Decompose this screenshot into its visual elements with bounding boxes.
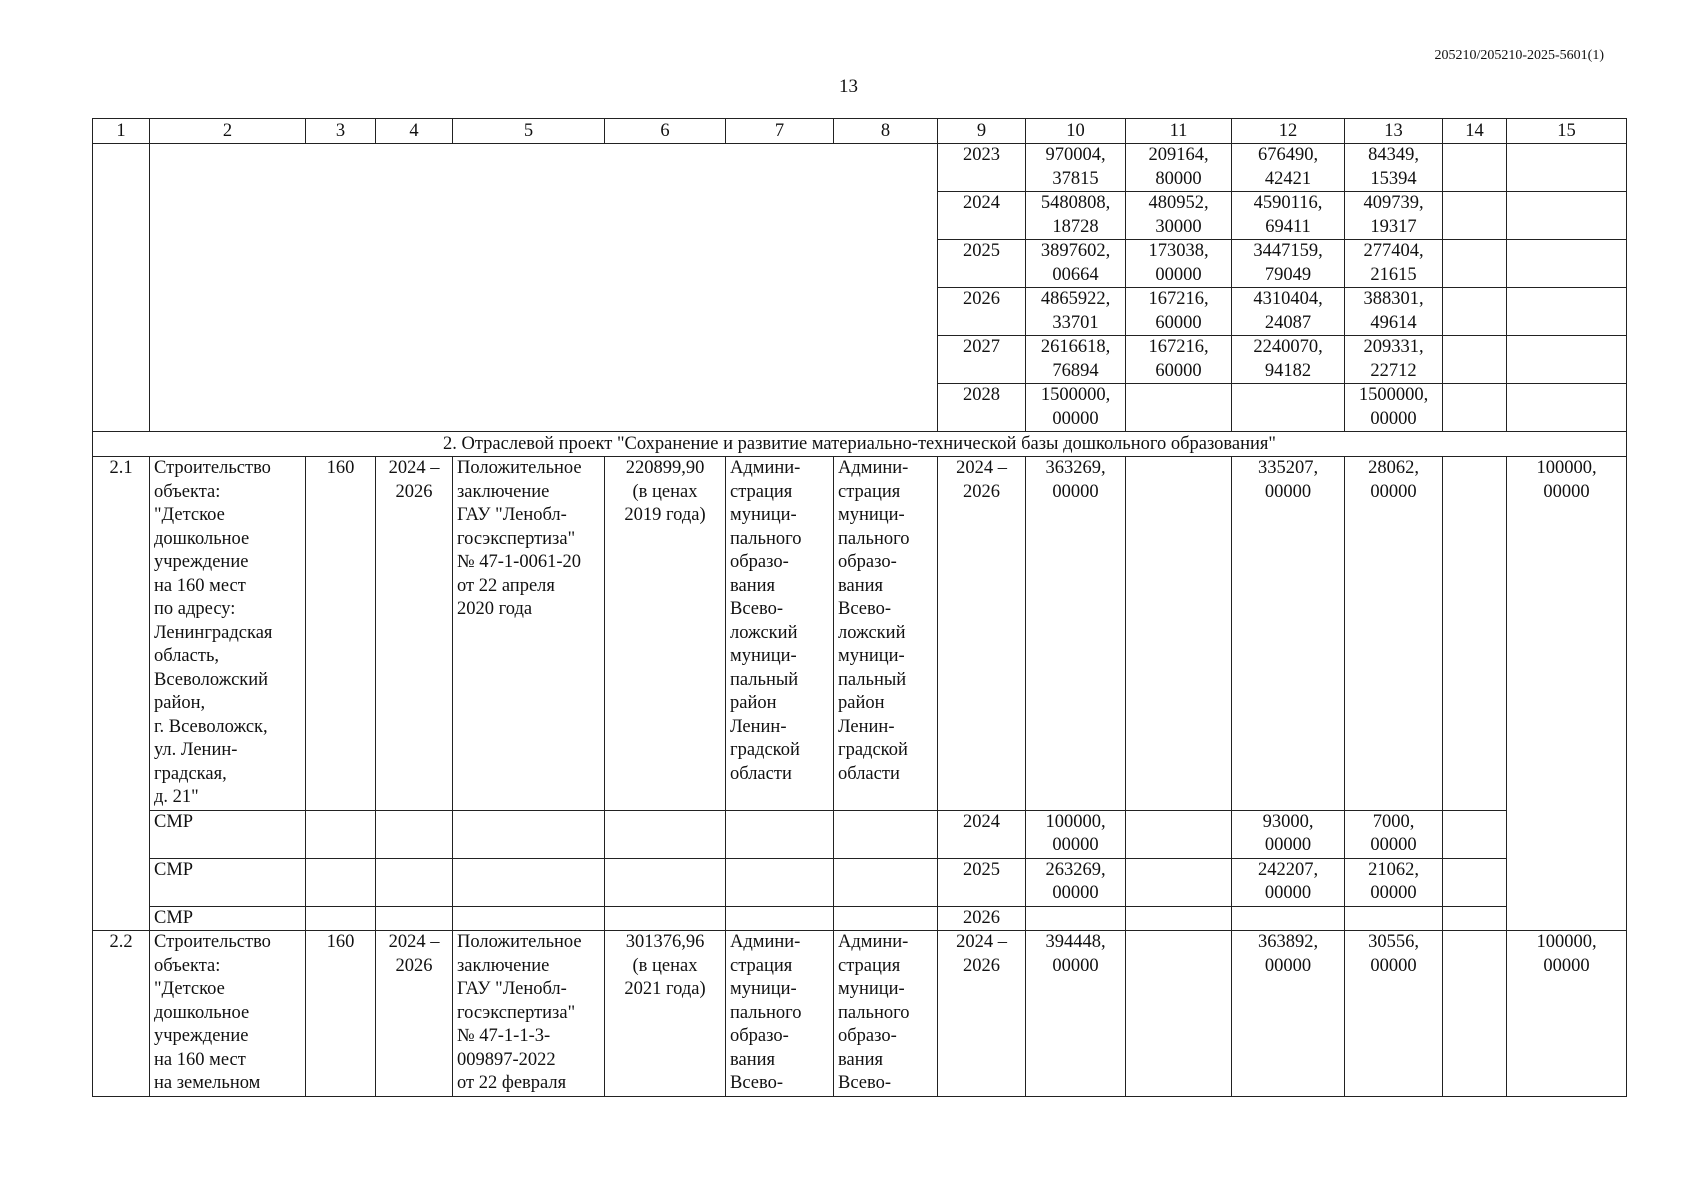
empty-cell	[150, 144, 938, 432]
empty-cell	[93, 144, 150, 432]
section-row	[93, 432, 1627, 457]
header-col-6: 6	[605, 119, 726, 144]
empty-cell	[1443, 288, 1507, 336]
value-cell: 30556, 00000	[1345, 931, 1443, 1097]
year-cell: 2024	[938, 192, 1026, 240]
investment-table	[92, 118, 1627, 1097]
smr-label: СМР	[150, 858, 306, 906]
empty-cell	[1443, 144, 1507, 192]
empty-cell	[726, 858, 834, 906]
empty-cell	[306, 906, 376, 931]
year-cell: 2028	[938, 384, 1026, 432]
empty-cell	[726, 810, 834, 858]
empty-cell	[376, 906, 453, 931]
value-cell: 93000, 00000	[1232, 810, 1345, 858]
value-cell: 3897602, 00664	[1026, 240, 1126, 288]
cost-cell: 301376,96 (в ценах 2021 года)	[605, 931, 726, 1097]
year-cell: 2027	[938, 336, 1026, 384]
years-cell: 2024 – 2026	[938, 457, 1026, 811]
header-col-9: 9	[938, 119, 1026, 144]
value-cell: 263269, 00000	[1026, 858, 1126, 906]
value-cell: 173038, 00000	[1126, 240, 1232, 288]
value-cell: 242207, 00000	[1232, 858, 1345, 906]
value-cell: 167216, 60000	[1126, 288, 1232, 336]
page-number: 13	[839, 76, 858, 97]
header-col-13: 13	[1345, 119, 1443, 144]
value-cell: 2616618, 76894	[1026, 336, 1126, 384]
empty-cell	[605, 906, 726, 931]
row-number: 2.2	[93, 931, 150, 1097]
value-cell: 167216, 60000	[1126, 336, 1232, 384]
capacity-cell: 160	[306, 457, 376, 811]
empty-cell	[1507, 192, 1627, 240]
customer-cell: Админи- страция муници- пального образо- вания Всево-	[726, 931, 834, 1097]
header-col-10: 10	[1026, 119, 1126, 144]
empty-cell	[605, 858, 726, 906]
year-cell: 2025	[938, 240, 1026, 288]
empty-cell	[1443, 931, 1507, 1097]
value-cell: 1500000, 00000	[1026, 384, 1126, 432]
value-cell: 3447159, 79049	[1232, 240, 1345, 288]
value-cell: 363269, 00000	[1026, 457, 1126, 811]
value-cell	[1345, 906, 1443, 931]
header-col-12: 12	[1232, 119, 1345, 144]
header-col-3: 3	[306, 119, 376, 144]
empty-cell	[1443, 810, 1507, 858]
value-cell: 4865922, 33701	[1026, 288, 1126, 336]
empty-cell	[376, 858, 453, 906]
year-cell: 2024	[938, 810, 1026, 858]
empty-cell	[453, 858, 605, 906]
value-cell: 28062, 00000	[1345, 457, 1443, 811]
empty-cell	[1126, 858, 1232, 906]
value-cell: 4590116, 69411	[1232, 192, 1345, 240]
value-cell: 388301, 49614	[1345, 288, 1443, 336]
expertise-cell: Положительное заключение ГАУ "Ленобл- госэкспертиза" № 47-1-1-3- 009897-2022 от 22 февраля	[453, 931, 605, 1097]
customer-cell: Админи- страция муници- пального образо- вания Всево- ложский муници- пальный район Ленин- градской области	[726, 457, 834, 811]
value-cell: 394448, 00000	[1026, 931, 1126, 1097]
header-col-8: 8	[834, 119, 938, 144]
value-cell: 100000, 00000	[1507, 931, 1627, 1097]
value-cell: 4310404, 24087	[1232, 288, 1345, 336]
row-number: 2.1	[93, 457, 150, 931]
header-col-11: 11	[1126, 119, 1232, 144]
developer-cell: Админи- страция муници- пального образо- вания Всево- ложский муници- пальный район Ленин- градской области	[834, 457, 938, 811]
header-col-7: 7	[726, 119, 834, 144]
period-cell: 2024 – 2026	[376, 457, 453, 811]
cost-cell: 220899,90 (в ценах 2019 года)	[605, 457, 726, 811]
table-row	[93, 457, 1627, 811]
capacity-cell: 160	[306, 931, 376, 1097]
value-cell: 100000, 00000	[1507, 457, 1627, 931]
value-cell: 2240070, 94182	[1232, 336, 1345, 384]
value-cell	[1126, 931, 1232, 1097]
header-col-2: 2	[150, 119, 306, 144]
empty-cell	[1126, 810, 1232, 858]
header-col-15: 15	[1507, 119, 1627, 144]
empty-cell	[1443, 336, 1507, 384]
empty-cell	[1507, 240, 1627, 288]
value-cell: 209331, 22712	[1345, 336, 1443, 384]
year-cell: 2026	[938, 906, 1026, 931]
empty-cell	[1443, 384, 1507, 432]
year-cell: 2023	[938, 144, 1026, 192]
value-cell	[1126, 384, 1232, 432]
year-cell: 2025	[938, 858, 1026, 906]
empty-cell	[834, 810, 938, 858]
value-cell	[1026, 906, 1126, 931]
value-cell: 335207, 00000	[1232, 457, 1345, 811]
empty-cell	[1507, 336, 1627, 384]
value-cell	[1126, 457, 1232, 811]
empty-cell	[453, 906, 605, 931]
empty-cell	[376, 810, 453, 858]
empty-cell	[1443, 858, 1507, 906]
document-number: 205210/205210-2025-5601(1)	[1434, 48, 1604, 63]
value-cell: 5480808, 18728	[1026, 192, 1126, 240]
header-col-1: 1	[93, 119, 150, 144]
empty-cell	[306, 858, 376, 906]
value-cell: 480952, 30000	[1126, 192, 1232, 240]
smr-row	[93, 906, 1627, 931]
value-cell: 209164, 80000	[1126, 144, 1232, 192]
value-cell: 84349, 15394	[1345, 144, 1443, 192]
empty-cell	[726, 906, 834, 931]
object-name: Строительство объекта: "Детское дошкольное учреждение на 160 мест по адресу: Ленинградская область, Всеволожский район, г. Всеволожск, ул. Ленин- градская, д. 21"	[150, 457, 306, 811]
empty-cell	[1507, 384, 1627, 432]
smr-row	[93, 810, 1627, 858]
developer-cell: Админи- страция муници- пального образо- вания Всево-	[834, 931, 938, 1097]
header-col-4: 4	[376, 119, 453, 144]
year-cell: 2026	[938, 288, 1026, 336]
empty-cell	[605, 810, 726, 858]
smr-row	[93, 858, 1627, 906]
empty-cell	[834, 858, 938, 906]
empty-cell	[306, 810, 376, 858]
value-cell	[1232, 906, 1345, 931]
section-title: 2. Отраслевой проект "Сохранение и развитие материально-технической базы дошкольного образования"	[93, 432, 1627, 457]
value-cell: 7000, 00000	[1345, 810, 1443, 858]
value-cell: 1500000, 00000	[1345, 384, 1443, 432]
header-col-14: 14	[1443, 119, 1507, 144]
empty-cell	[1126, 906, 1232, 931]
expertise-cell: Положительное заключение ГАУ "Ленобл- госэкспертиза" № 47-1-0061-20 от 22 апреля 2020 года	[453, 457, 605, 811]
smr-label: СМР	[150, 810, 306, 858]
value-cell: 970004, 37815	[1026, 144, 1126, 192]
value-cell: 277404, 21615	[1345, 240, 1443, 288]
column-number-header	[93, 119, 1627, 144]
empty-cell	[1507, 144, 1627, 192]
years-cell: 2024 – 2026	[938, 931, 1026, 1097]
empty-cell	[1507, 288, 1627, 336]
value-cell	[1232, 384, 1345, 432]
smr-label: СМР	[150, 906, 306, 931]
header-col-5: 5	[453, 119, 605, 144]
empty-cell	[834, 906, 938, 931]
value-cell: 409739, 19317	[1345, 192, 1443, 240]
empty-cell	[1443, 457, 1507, 811]
empty-cell	[1443, 240, 1507, 288]
value-cell: 21062, 00000	[1345, 858, 1443, 906]
value-cell: 676490, 42421	[1232, 144, 1345, 192]
year-row	[93, 144, 1627, 192]
empty-cell	[1443, 192, 1507, 240]
object-name: Строительство объекта: "Детское дошкольное учреждение на 160 мест на земельном	[150, 931, 306, 1097]
period-cell: 2024 – 2026	[376, 931, 453, 1097]
value-cell: 363892, 00000	[1232, 931, 1345, 1097]
value-cell: 100000, 00000	[1026, 810, 1126, 858]
empty-cell	[453, 810, 605, 858]
empty-cell	[1443, 906, 1507, 931]
table-row	[93, 931, 1627, 1097]
